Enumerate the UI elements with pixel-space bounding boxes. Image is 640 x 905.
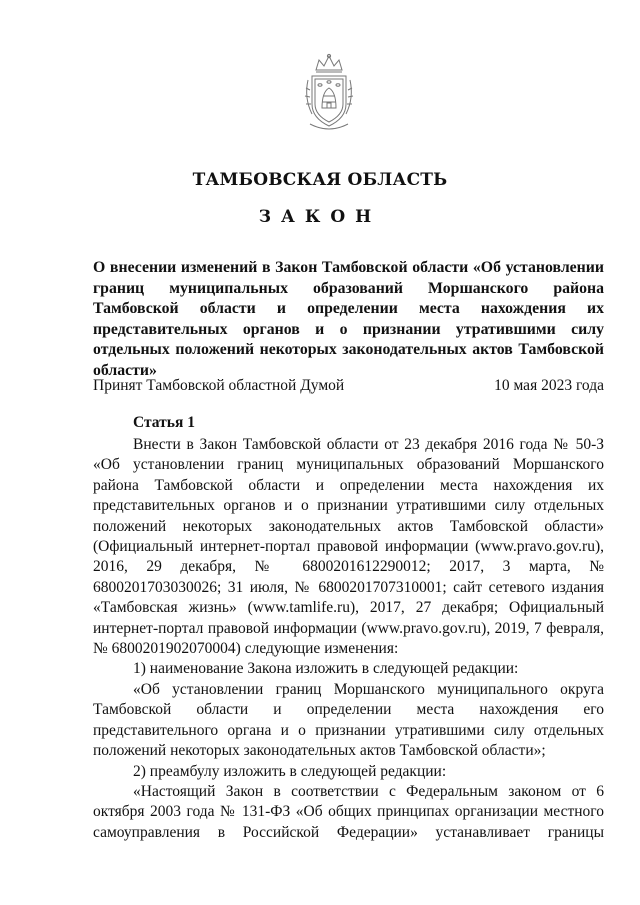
adoption-date: 10 мая 2023 года — [494, 377, 604, 394]
document-type-heading: ЗАКОН — [258, 207, 382, 227]
adoption-line — [93, 377, 604, 395]
law-title: О внесении изменений в Закон Тамбовской области «Об установлении границ муниципальных образований Моршанского района Тамбовской области и определении места нахождения их представительных органов и о признании утратившими силу отдельных положений некоторых законодательных актов Тамбовской области» — [93, 259, 604, 379]
paragraph: 2) преамбулу изложить в следующей редакции: — [133, 762, 447, 780]
paragraph: «Об установлении границ Моршанского муниципального округа Тамбовской области и определении места нахождения его представительного органа и о признании утратившими силу отдельных положений некоторых законодательных актов Тамбовской области»; — [93, 680, 604, 760]
article-heading: Статья 1 — [133, 414, 195, 431]
article-body — [93, 435, 604, 843]
region-heading: ТАМБОВСКАЯ ОБЛАСТЬ — [192, 170, 448, 190]
paragraph: «Настоящий Закон в соответствии с Федеральным законом от 6 октября 2003 года № 131-ФЗ «Об общих принципах организации местного самоуправления в Российской Федерации» устанавливает границы — [93, 782, 604, 841]
adopted-by: Принят Тамбовской областной Думой — [93, 377, 345, 394]
tambov-coat-of-arms-icon — [298, 52, 360, 134]
paragraph: Внести в Закон Тамбовской области от 23 декабря 2016 года № 50-З «Об установлении границ муниципальных образований Моршанского района Тамбовской области и определении места нахождения их представительных органов и о признании утратившими силу отдельных положений некоторых законодательных актов Тамбовской области» (Официальный интернет-портал правовой информации (www.pravo.gov.ru), 2016, 29 декабря, № 6800201612290012; 2017, 3 марта, № 6800201703030026; 31 июля, № 6800201707310001; сайт сетевого издания «Тамбовская жизнь» (www.tamlife.ru), 2017, 27 декабря; Официальный интернет-портал правовой информации (www.pravo.gov.ru), 2019, 7 февраля, № 6800201902070004) следующие изменения: — [93, 436, 604, 658]
paragraph: 1) наименование Закона изложить в следующей редакции: — [133, 660, 519, 678]
